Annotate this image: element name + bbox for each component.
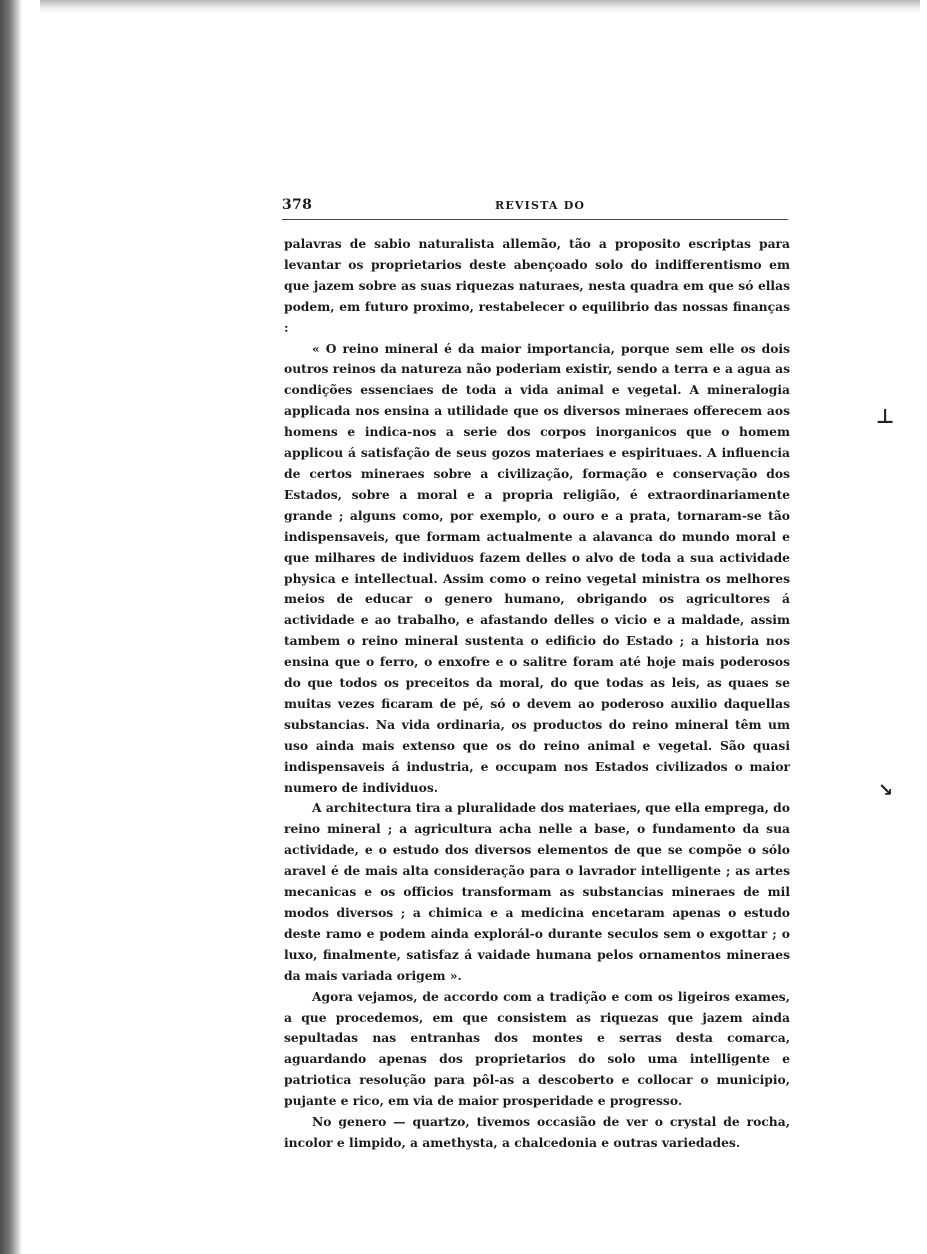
- page-header: [282, 197, 790, 219]
- page-body: [284, 234, 790, 1154]
- paragraph-quote-architecture: A architectura tira a pluralidade dos materiaes, que ella emprega, do reino mineral ; a agricultura acha nelle a base, o fundamento da sua actividade, e o estudo dos diversos elementos de que se compõe o sólo aravel é de mais alta consideração para o lavrador intelligente ; as artes mecanicas e os officios transformam as substancias mineraes de mil modos diversos ; a chimica e a medicina encetaram apenas o estudo deste ramo e podem ainda explorál-o durante seculos sem o exgottar ; o luxo, finalmente, satisfaz á vaidade humana pelos ornamentos mineraes da mais variada origem ».: [284, 800, 790, 983]
- page-number: 378: [282, 197, 313, 213]
- scan-top-edge: [40, 0, 920, 14]
- header-rule: [282, 219, 788, 220]
- paragraph-quote-mineral-kingdom: « O reino mineral é da maior importancia, porque sem elle os dois outros reinos da natureza não poderiam existir, sendo a terra e a agua as condições essenciaes de toda a vida animal e vegetal. A mineralogia applicada nos ensina a utilidade que os diversos mineraes offerecem aos homens e indica-nos a serie dos corpos inorganicos que o homem applicou á satisfação de seus gozos materiaes e espirituaes. A influencia de certos mineraes sobre a civilização, formação e conservação dos Estados, sobre a moral e a propria religião, é extraordinariamente grande ; alguns como, por exemplo, o ouro e a prata, tornaram-se tão indispensaveis, que formam actualmente a alavanca do mundo moral e que milhares de individuos fazem delles o alvo de toda a sua actividade physica e intellectual. Assim como o reino vegetal ministra os melhores meios de educar o genero humano, obrigando os agricultores á actividade e ao trabalho, e afastando delles o vicio e a maldade, assim tambem o reino mineral sustenta o edificio do Estado ; a historia nos ensina que o ferro, o enxofre e o salitre foram até hoje mais poderosos do que todos os preceitos da moral, do que todas as leis, as quaes se muitas vezes ficaram de pé, só o devem ao poderoso auxilio daquellas substancias. Na vida ordinaria, os productos do reino mineral têm um uso ainda mais extenso que os do reino animal e vegetal. São quasi indispensaveis á industria, e occupam nos Estados civilizados o maior numero de individuos.: [284, 340, 790, 795]
- paragraph-local-riches: Agora vejamos, de accordo com a tradição e com os ligeiros exames, a que procedemos, em que consistem as riquezas que jazem ainda sepultadas nas entranhas dos montes e serras desta comarca, aguardando apenas dos proprietarios do solo uma intelligente e patriotica resolução para pôl-as a descoberto e collocar o municipio, pujante e rico, em via de maior prosperidade e progresso.: [284, 988, 790, 1109]
- scan-binding-edge: [0, 0, 22, 1254]
- margin-mark-right-upper: ⊥: [876, 404, 895, 428]
- paragraph-quartz: No genero — quartzo, tivemos occasião de ver o crystal de rocha, incolor e limpido, a amethysta, a chalcedonia e outras variedades.: [284, 1114, 790, 1150]
- running-head: REVISTA DO: [495, 199, 586, 212]
- margin-mark-right-lower: ↘: [878, 780, 894, 801]
- paragraph-intro: palavras de sabio naturalista allemão, tão a proposito escriptas para levantar os proprietarios deste abençoado solo do indifferentismo em que jazem sobre as suas riquezas naturaes, nesta quadra em que só ellas podem, em futuro proximo, restabelecer o equilibrio das nossas finanças :: [284, 236, 790, 335]
